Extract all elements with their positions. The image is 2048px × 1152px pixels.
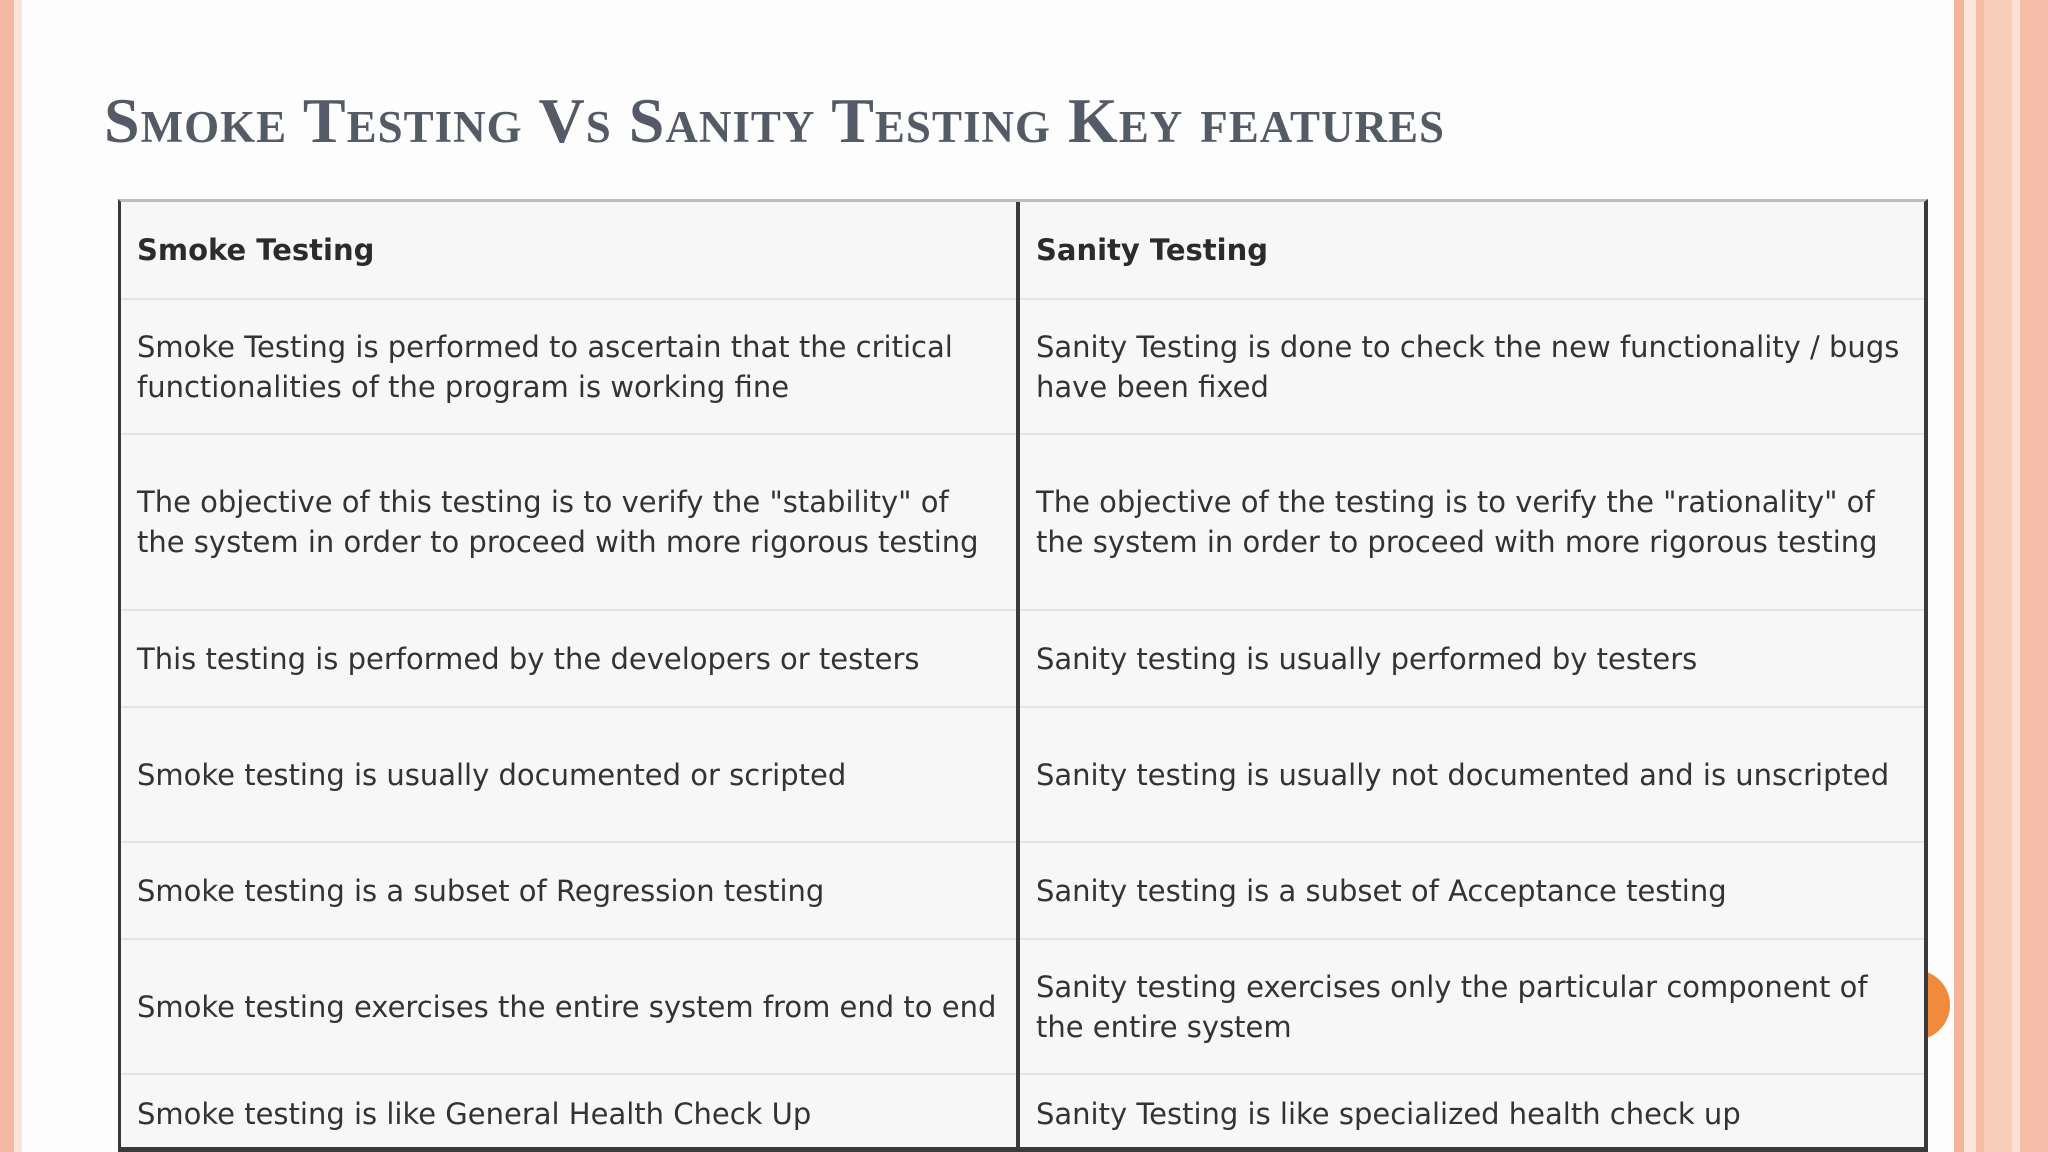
smoke-cell: Smoke testing is a subset of Regression testing xyxy=(121,842,1018,939)
table-row xyxy=(121,707,1924,842)
right-decorative-stripe xyxy=(1964,0,1976,1152)
table-row xyxy=(121,434,1924,610)
right-decorative-stripe xyxy=(2012,0,2020,1152)
sanity-cell: Sanity Testing is like specialized health check up xyxy=(1036,1096,1741,1131)
right-decorative-stripe xyxy=(1954,0,1964,1152)
table-row xyxy=(121,299,1924,434)
sanity-cell: Sanity testing exercises only the particular component of the entire system xyxy=(1018,939,1924,1074)
sanity-cell: Sanity testing is usually performed by testers xyxy=(1018,610,1924,707)
table-row xyxy=(121,1074,1924,1152)
header-sanity-testing: Sanity Testing xyxy=(1018,202,1924,299)
left-decorative-bar xyxy=(0,0,14,1152)
right-decorative-stripe xyxy=(2020,0,2048,1152)
table-header-row xyxy=(121,202,1924,299)
smoke-cell: The objective of this testing is to verify the "stability" of the system in order to proceed with more rigorous testing xyxy=(121,434,1018,610)
sanity-cell: Sanity testing is a subset of Acceptance testing xyxy=(1018,842,1924,939)
table-row xyxy=(121,939,1924,1074)
smoke-cell: Smoke testing is like General Health Check Up xyxy=(121,1074,1018,1152)
slide-title: Smoke Testing Vs Sanity Testing Key features xyxy=(104,85,1445,156)
table-row xyxy=(121,842,1924,939)
right-decorative-stripe xyxy=(1984,0,2012,1152)
header-smoke-testing: Smoke Testing xyxy=(121,202,1018,299)
smoke-cell: Smoke Testing is performed to ascertain that the critical functionalities of the program is working fine xyxy=(121,299,1018,434)
comparison-table xyxy=(121,202,1924,1152)
right-decorative-stripe xyxy=(1976,0,1984,1152)
table-row xyxy=(121,610,1924,707)
smoke-cell: This testing is performed by the developers or testers xyxy=(121,610,1018,707)
sanity-cell: The objective of the testing is to verify the "rationality" of the system in order to proceed with more rigorous testing xyxy=(1018,434,1924,610)
smoke-cell: Smoke testing is usually documented or scripted xyxy=(121,707,1018,842)
smoke-cell: Smoke testing exercises the entire system from end to end xyxy=(121,939,1018,1074)
sanity-cell: Sanity testing is usually not documented and is unscripted xyxy=(1018,707,1924,842)
sanity-cell: Sanity Testing is done to check the new functionality / bugs have been fixed xyxy=(1018,299,1924,434)
left-decorative-bar-inner xyxy=(14,0,22,1152)
comparison-table-container xyxy=(118,199,1928,1152)
